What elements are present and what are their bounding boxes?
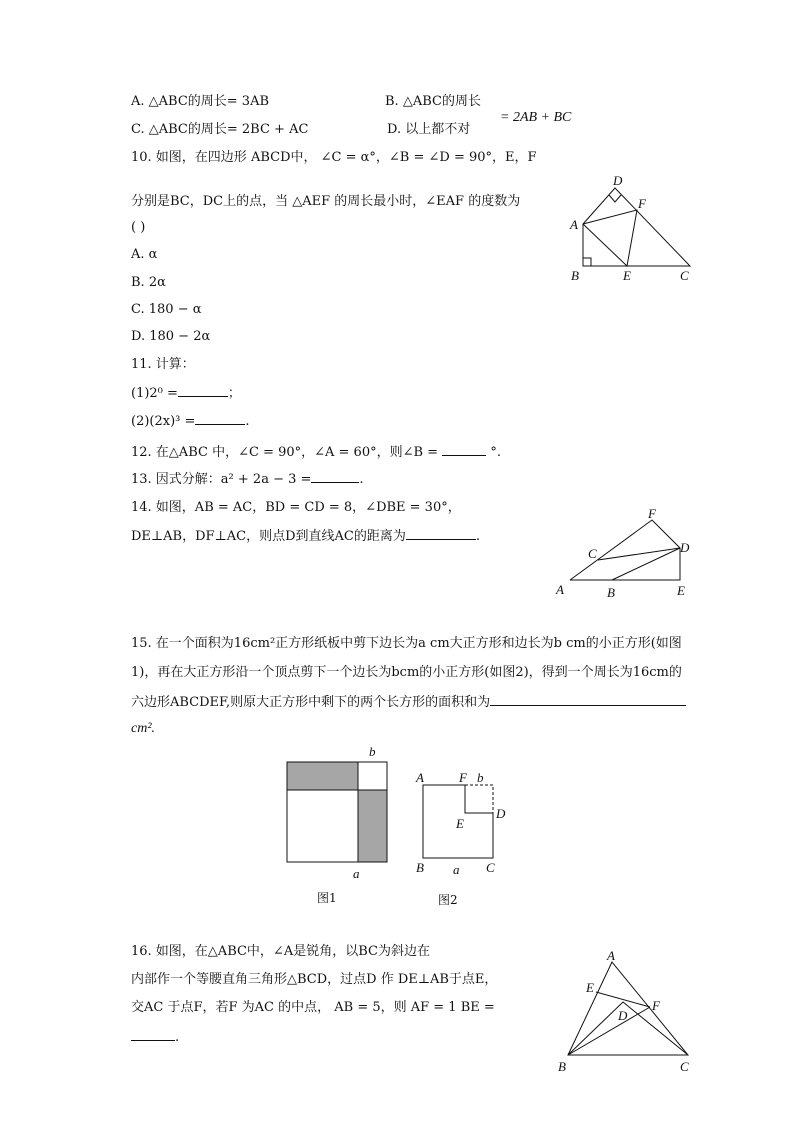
shaded-rectangle-top [287,762,358,790]
q12-text: 12. 在△ABC 中，∠C = 90°，∠A = 60°，则∠B = [131,445,439,460]
q14-line2-text: DE⊥AB，DF⊥AC，则点D到直线AC的距离为 [131,529,406,544]
q16-figure [558,948,689,1074]
q10-option-a: A. α [131,247,158,262]
q10-option-b: B. 2α [131,275,166,290]
q11-part1-text: (1)2⁰ = [131,386,178,401]
q10-label-e: E [623,268,631,283]
fig2-label-b: b [477,770,484,785]
q16-label-f: F [652,998,660,1013]
q10-label-b: B [571,268,579,283]
fig2-label-a: a [453,862,460,877]
fig2-caption: 图2 [438,893,458,907]
q10-label-a: A [570,217,578,232]
q10-label-d: D [613,173,623,188]
q10-label-f: F [638,196,646,211]
q10-option-c: C. 180 − α [131,302,202,317]
q14-label-d: D [680,540,690,555]
q9-option-b: B. △ABC的周长 [385,94,481,109]
fig2-label-e: E [456,816,464,831]
q15-line1: 15. 在一个面积为16cm²正方形纸板中剪下边长为a cm大正方形和边长为b cm的小正方形(如图 [131,636,682,651]
q10-line3: ( ) [131,220,146,235]
q11-part2-end: . [245,414,250,429]
q16-line3: 交AC 于点F，若F 为AC 的中点， AB = 5，则 AF = 1 BE = [131,1000,495,1015]
fig2-label-a-vertex: A [416,770,424,785]
q15-figure-1 [287,744,387,905]
fig2-label-c: C [486,860,495,875]
q16-line1: 16. 如图，在△ABC中，∠A是锐角，以BC为斜边在 [131,944,430,959]
q16-label-b: B [558,1059,566,1074]
shaded-rectangle-right [358,790,387,862]
q16-end: . [175,1030,180,1045]
q14-label-b: B [607,585,615,600]
q16-label-a: A [607,948,615,963]
q11-line1: 11. 计算： [131,357,195,372]
q10-figure [569,173,690,283]
q16-line2: 内部作一个等腰直角三角形△BCD，过点D 作 DE⊥AB于点E， [131,972,498,987]
q9-option-a: A. △ABC的周长= 3AB [131,94,270,109]
q9-option-c: C. △ABC的周长= 2BC + AC [131,122,309,137]
q10-line1: 10. 如图，在四边形 ABCD中， ∠C = α°，∠B = ∠D = 90°，E，F [131,150,537,165]
fig2-label-b-vertex: B [416,860,424,875]
fig2-label-f: F [459,770,467,785]
q15-line3-text: 六边形ABCDEF,则原大正方形中剩下的两个长方形的面积和为 [131,695,491,710]
q15-line4: cm². [131,721,156,736]
q16-label-c: C [680,1059,689,1074]
q10-line2: 分别是BC，DC上的点，当 △AEF 的周长最小时，∠EAF 的度数为 [131,194,521,209]
q10-label-c: C [680,268,689,283]
q13-text: 13. 因式分解：a² + 2a − 3 = [131,472,312,487]
q15-line2: 1)，再在大正方形沿一个顶点剪下一个边长为bcm的小正方形(如图2)，得到一个周长为16cm的 [131,665,682,680]
fig1-caption: 图1 [317,891,337,905]
q11-part2-text: (2)(2x)³ = [131,414,196,429]
q14-end: . [475,529,480,544]
q16-label-e: E [586,980,594,995]
q13-end: . [359,472,364,487]
q15-figure-2 [415,770,506,907]
q14-line1: 14. 如图，AB = AC，BD = CD = 8，∠DBE = 30°， [131,500,461,515]
q14-label-c: C [588,546,597,561]
q12-end: °. [490,445,501,460]
fig1-label-a: a [353,866,360,881]
q11-part1-end: ； [227,386,241,401]
q14-label-f: F [648,506,656,521]
q14-label-a: A [556,582,564,597]
q14-figure [555,506,690,600]
q9-option-d: D. 以上都不对 [387,122,471,137]
q14-label-e: E [677,583,685,598]
q9-option-b-cont: = 2AB + BC [500,110,572,125]
q10-option-d: D. 180 − 2α [131,329,211,344]
fig2-label-d: D [496,806,506,821]
fig1-label-b: b [369,744,376,759]
q16-label-d: D [618,1008,628,1023]
